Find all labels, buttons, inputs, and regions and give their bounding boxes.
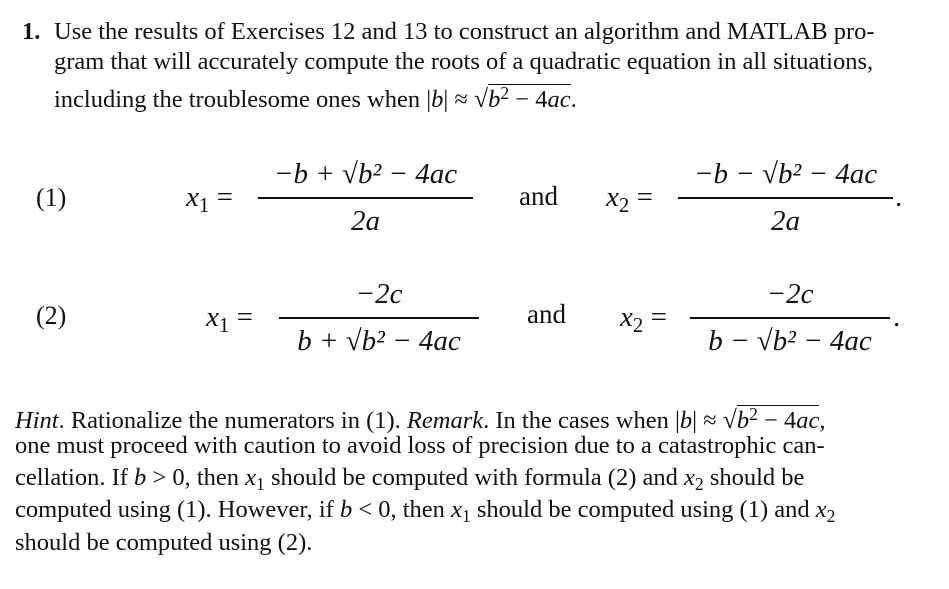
hint-label: Hint <box>15 406 59 434</box>
hint-text-c: | ≈ <box>692 406 723 434</box>
b-var: b <box>339 496 353 523</box>
equation-2-x2-lhs <box>620 301 667 338</box>
remark-label: Remark <box>406 406 484 434</box>
equation-1-label: (1) <box>36 183 67 212</box>
x1-var: x <box>206 301 219 333</box>
exercise-line-3-end: . <box>570 85 577 113</box>
equation-1-x2-lhs <box>606 181 653 218</box>
hint-line-3-c: should be computed with formula (2) and <box>264 464 684 491</box>
equation-1-period: . <box>895 181 903 213</box>
fraction-bar <box>690 317 890 319</box>
x2-var: x <box>684 464 695 491</box>
radicand-exponent: 2 <box>749 404 758 424</box>
radicand-ac: ac <box>796 406 820 434</box>
radicand-ac: ac <box>547 85 571 113</box>
x1-subscript: 1 <box>218 312 230 337</box>
hint-line-4-c: should be computed using (1) and <box>470 496 816 523</box>
equation-2-label: (2) <box>36 301 67 330</box>
sqrt-symbol: √ <box>473 83 489 113</box>
equation-2-x1-fraction <box>279 278 479 358</box>
equation-1-x2-fraction <box>678 158 893 238</box>
fraction-bar <box>258 197 473 199</box>
equals-sign: = <box>650 301 667 333</box>
equation-2-period: . <box>893 301 901 333</box>
x1-var: x <box>451 496 462 523</box>
x2-subscript: 2 <box>632 312 644 337</box>
fraction-bar <box>678 197 893 199</box>
exercise-line-3-mid: | ≈ <box>443 85 474 113</box>
equation-1-and: and <box>519 181 558 211</box>
hint-text-b: . In the cases when | <box>483 406 680 434</box>
equation-1-x1-lhs <box>186 181 233 218</box>
fraction-numerator: −b − √b² − 4ac <box>693 158 878 190</box>
x2-var: x <box>606 181 619 213</box>
x2-var: x <box>620 301 633 333</box>
x2-subscript: 2 <box>694 473 704 494</box>
hint-line-3-b: > 0, then <box>146 464 246 491</box>
equals-sign: = <box>236 301 253 333</box>
hint-b-var: b <box>679 406 693 434</box>
b-var: b <box>134 464 147 491</box>
fraction-denominator: 2a <box>351 205 380 237</box>
x2-subscript: 2 <box>618 192 630 217</box>
fraction-numerator: −b + √b² − 4ac <box>273 158 458 190</box>
equals-sign: = <box>636 181 653 213</box>
hint-line-4-a: computed using (1). However, if <box>15 496 340 523</box>
equation-2-x1-lhs <box>206 301 253 338</box>
fraction-denominator: b − √b² − 4ac <box>708 325 872 357</box>
x1-var: x <box>245 464 257 491</box>
fraction-denominator: b + √b² − 4ac <box>297 325 461 357</box>
exercise-line-3-prefix: including the troublesome ones when | <box>54 85 432 113</box>
exercise-line-3 <box>54 77 577 116</box>
fraction-denominator: 2a <box>771 205 800 237</box>
x1-var: x <box>186 181 199 213</box>
hint-line-2: one must proceed with caution to avoid loss of precision due to a catastrophic can- <box>15 432 825 459</box>
sqrt-symbol: √ <box>722 404 737 434</box>
x1-subscript: 1 <box>256 473 265 494</box>
equation-1-x1-fraction <box>258 158 473 238</box>
x2-var: x <box>815 496 827 523</box>
fraction-bar <box>279 317 479 319</box>
x2-subscript: 2 <box>826 505 836 526</box>
hint-line-5: should be computed using (2). <box>15 529 313 556</box>
hint-text-d: , <box>819 406 826 434</box>
exercise-line-1: Use the results of Exercises 12 and 13 to construct an algorithm and MATLAB pro- <box>54 18 875 45</box>
radicand-b: b <box>736 406 750 434</box>
x1-subscript: 1 <box>461 505 471 526</box>
exercise-number: 1. <box>22 18 41 45</box>
radicand <box>488 84 571 113</box>
equals-sign: = <box>216 181 233 213</box>
hint-line-3-d: should be <box>703 464 805 491</box>
equation-2-and: and <box>527 299 566 329</box>
radicand-exponent: 2 <box>500 83 510 103</box>
x1-subscript: 1 <box>198 192 210 217</box>
hint-line-4-b: < 0, then <box>352 496 452 523</box>
fraction-numerator: −2c <box>766 278 814 310</box>
radicand-b: b <box>488 85 501 113</box>
hint-line-3-a: cellation. If <box>15 464 135 491</box>
fraction-numerator: −2c <box>355 278 403 310</box>
exercise-b-var: b <box>431 85 444 113</box>
hint-text-a: . Rationalize the numerators in (1). <box>58 406 407 434</box>
exercise-line-2: gram that will accurately compute the roots of a quadratic equation in all situations, <box>54 48 874 75</box>
equation-2-x2-fraction <box>690 278 890 358</box>
radicand-minus-four: − 4 <box>757 406 797 434</box>
radicand-minus-four: − 4 <box>509 85 548 113</box>
